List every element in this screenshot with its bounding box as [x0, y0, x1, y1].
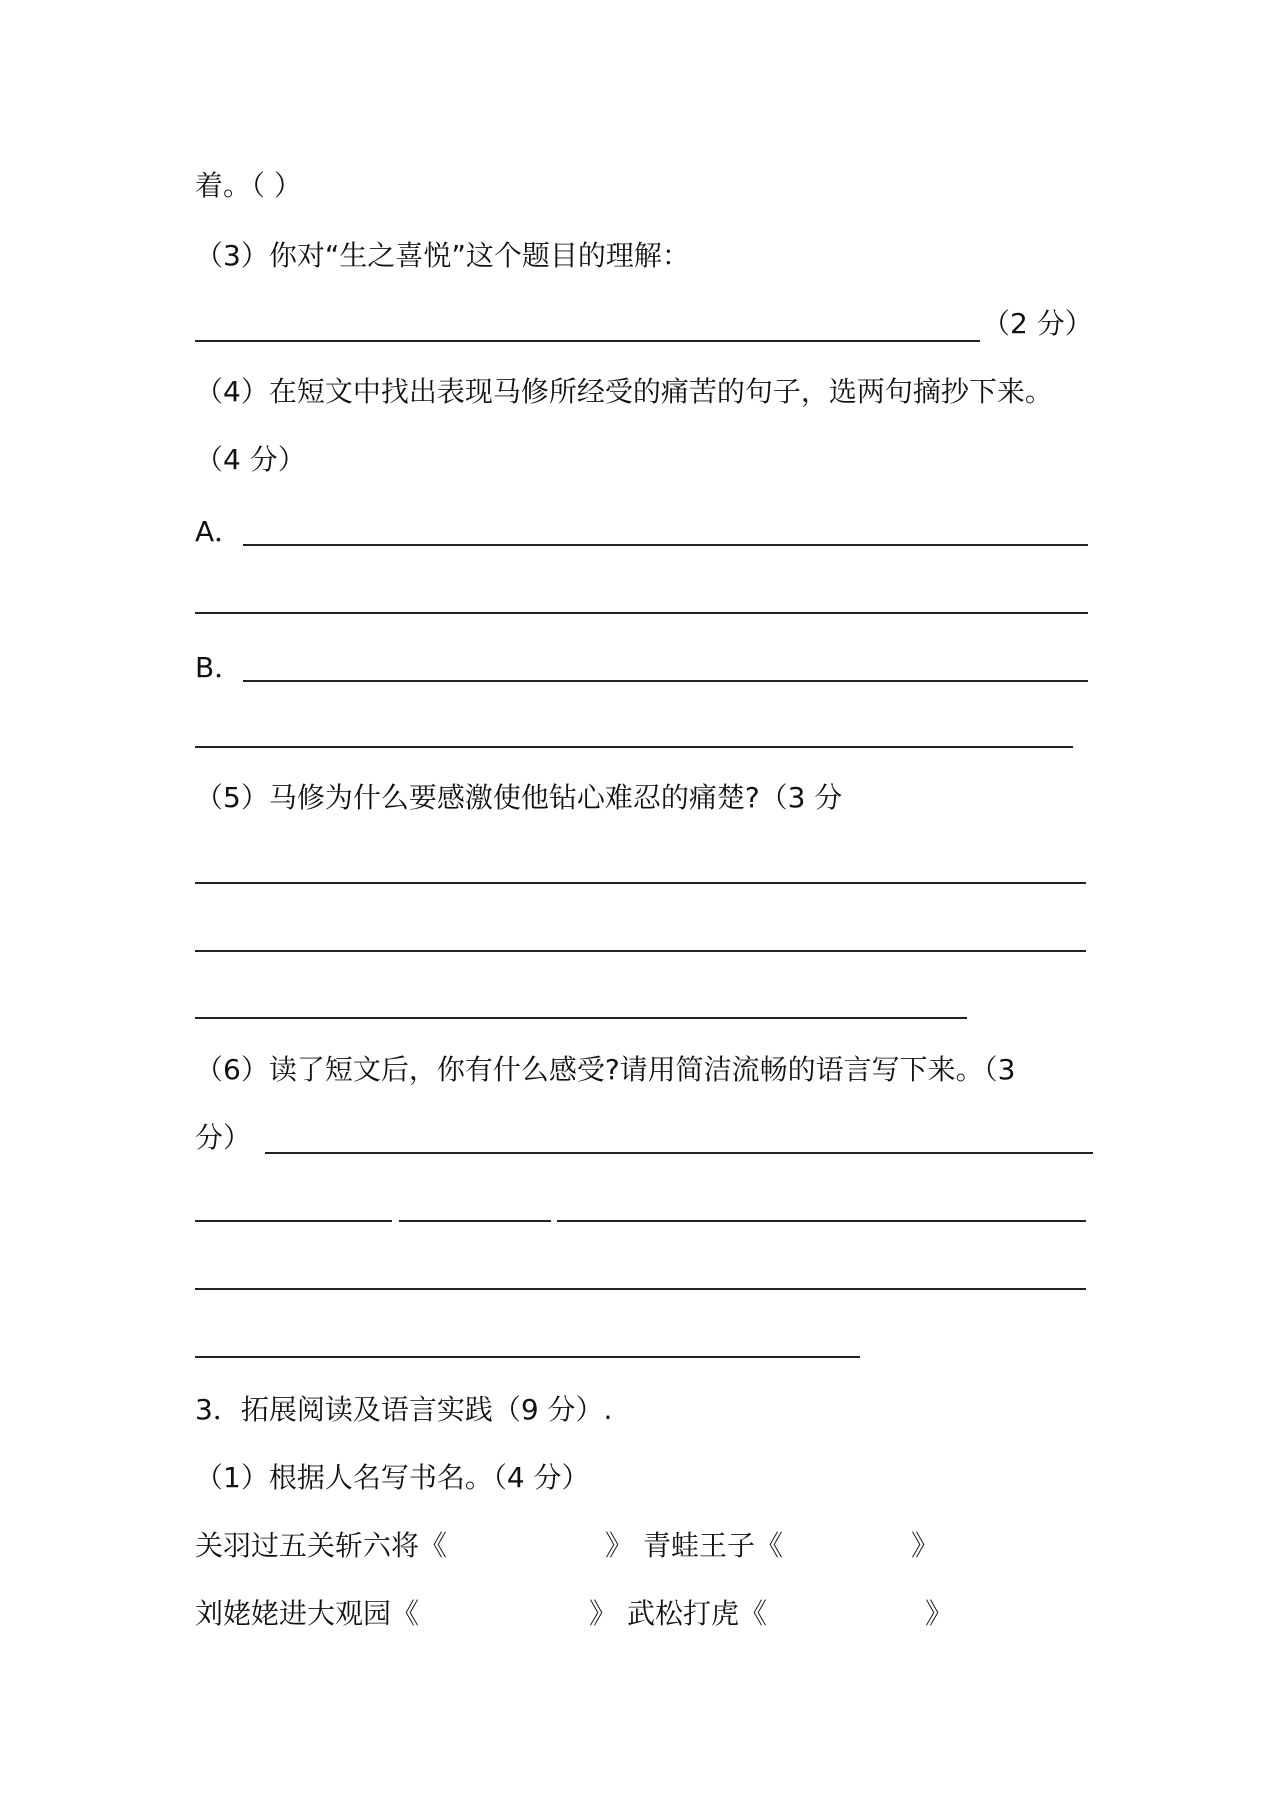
row1-b-text: 青蛙王子《: [643, 1529, 784, 1562]
row1-a-text: 关羽过五关斩六将《: [195, 1529, 448, 1562]
q4-score: （4 分）: [195, 443, 306, 476]
q4-a-answer-line-2[interactable]: [195, 612, 1088, 614]
q6-answer-line-2c[interactable]: [557, 1220, 1086, 1222]
q6-answer-line-1[interactable]: [265, 1152, 1093, 1154]
row1-b-close: 》: [911, 1529, 940, 1562]
row2-b-text: 武松打虎《: [627, 1597, 768, 1630]
q4-b-answer-line-2[interactable]: [195, 746, 1073, 748]
q5-answer-line-3[interactable]: [195, 1017, 967, 1019]
row2-a-text: 刘姥姥进大观园《: [195, 1597, 420, 1630]
q6-answer-line-3[interactable]: [195, 1288, 1086, 1290]
row2-a-close: 》: [589, 1597, 618, 1630]
section3-title: 3．拓展阅读及语言实践（9 分）.: [195, 1393, 613, 1426]
section3-sub1: （1）根据人名写书名。（4 分）: [195, 1461, 590, 1494]
q4-a-answer-line-1[interactable]: [243, 544, 1088, 546]
row2-b-close: 》: [925, 1597, 954, 1630]
q5-prompt: （5）马修为什么要感激使他钻心难忍的痛楚?（3 分: [195, 781, 843, 814]
q4-b-answer-line-1[interactable]: [243, 680, 1088, 682]
q3-answer-line[interactable]: [195, 340, 980, 342]
q6-prompt-cont: 分）: [195, 1121, 252, 1154]
q5-answer-line-2[interactable]: [195, 950, 1086, 952]
q3-prompt: （3）你对“生之喜悦”这个题目的理解：: [195, 239, 690, 272]
q5-answer-line-1[interactable]: [195, 882, 1086, 884]
q6-answer-line-2b[interactable]: [399, 1220, 551, 1222]
q4-prompt: （4）在短文中找出表现马修所经受的痛苦的句子，选两句摘抄下来。: [195, 375, 1053, 408]
row1-a-close: 》: [605, 1529, 634, 1562]
q6-prompt: （6）读了短文后，你有什么感受?请用简洁流畅的语言写下来。（3: [195, 1053, 1016, 1086]
q3-score: （2 分）: [982, 307, 1093, 340]
q6-answer-line-4[interactable]: [195, 1356, 860, 1358]
continuation-line: 着。（ ）: [195, 169, 302, 202]
q4-b-label: B．: [195, 651, 243, 684]
q4-a-label: A．: [195, 515, 243, 548]
q6-answer-line-2a[interactable]: [195, 1220, 392, 1222]
